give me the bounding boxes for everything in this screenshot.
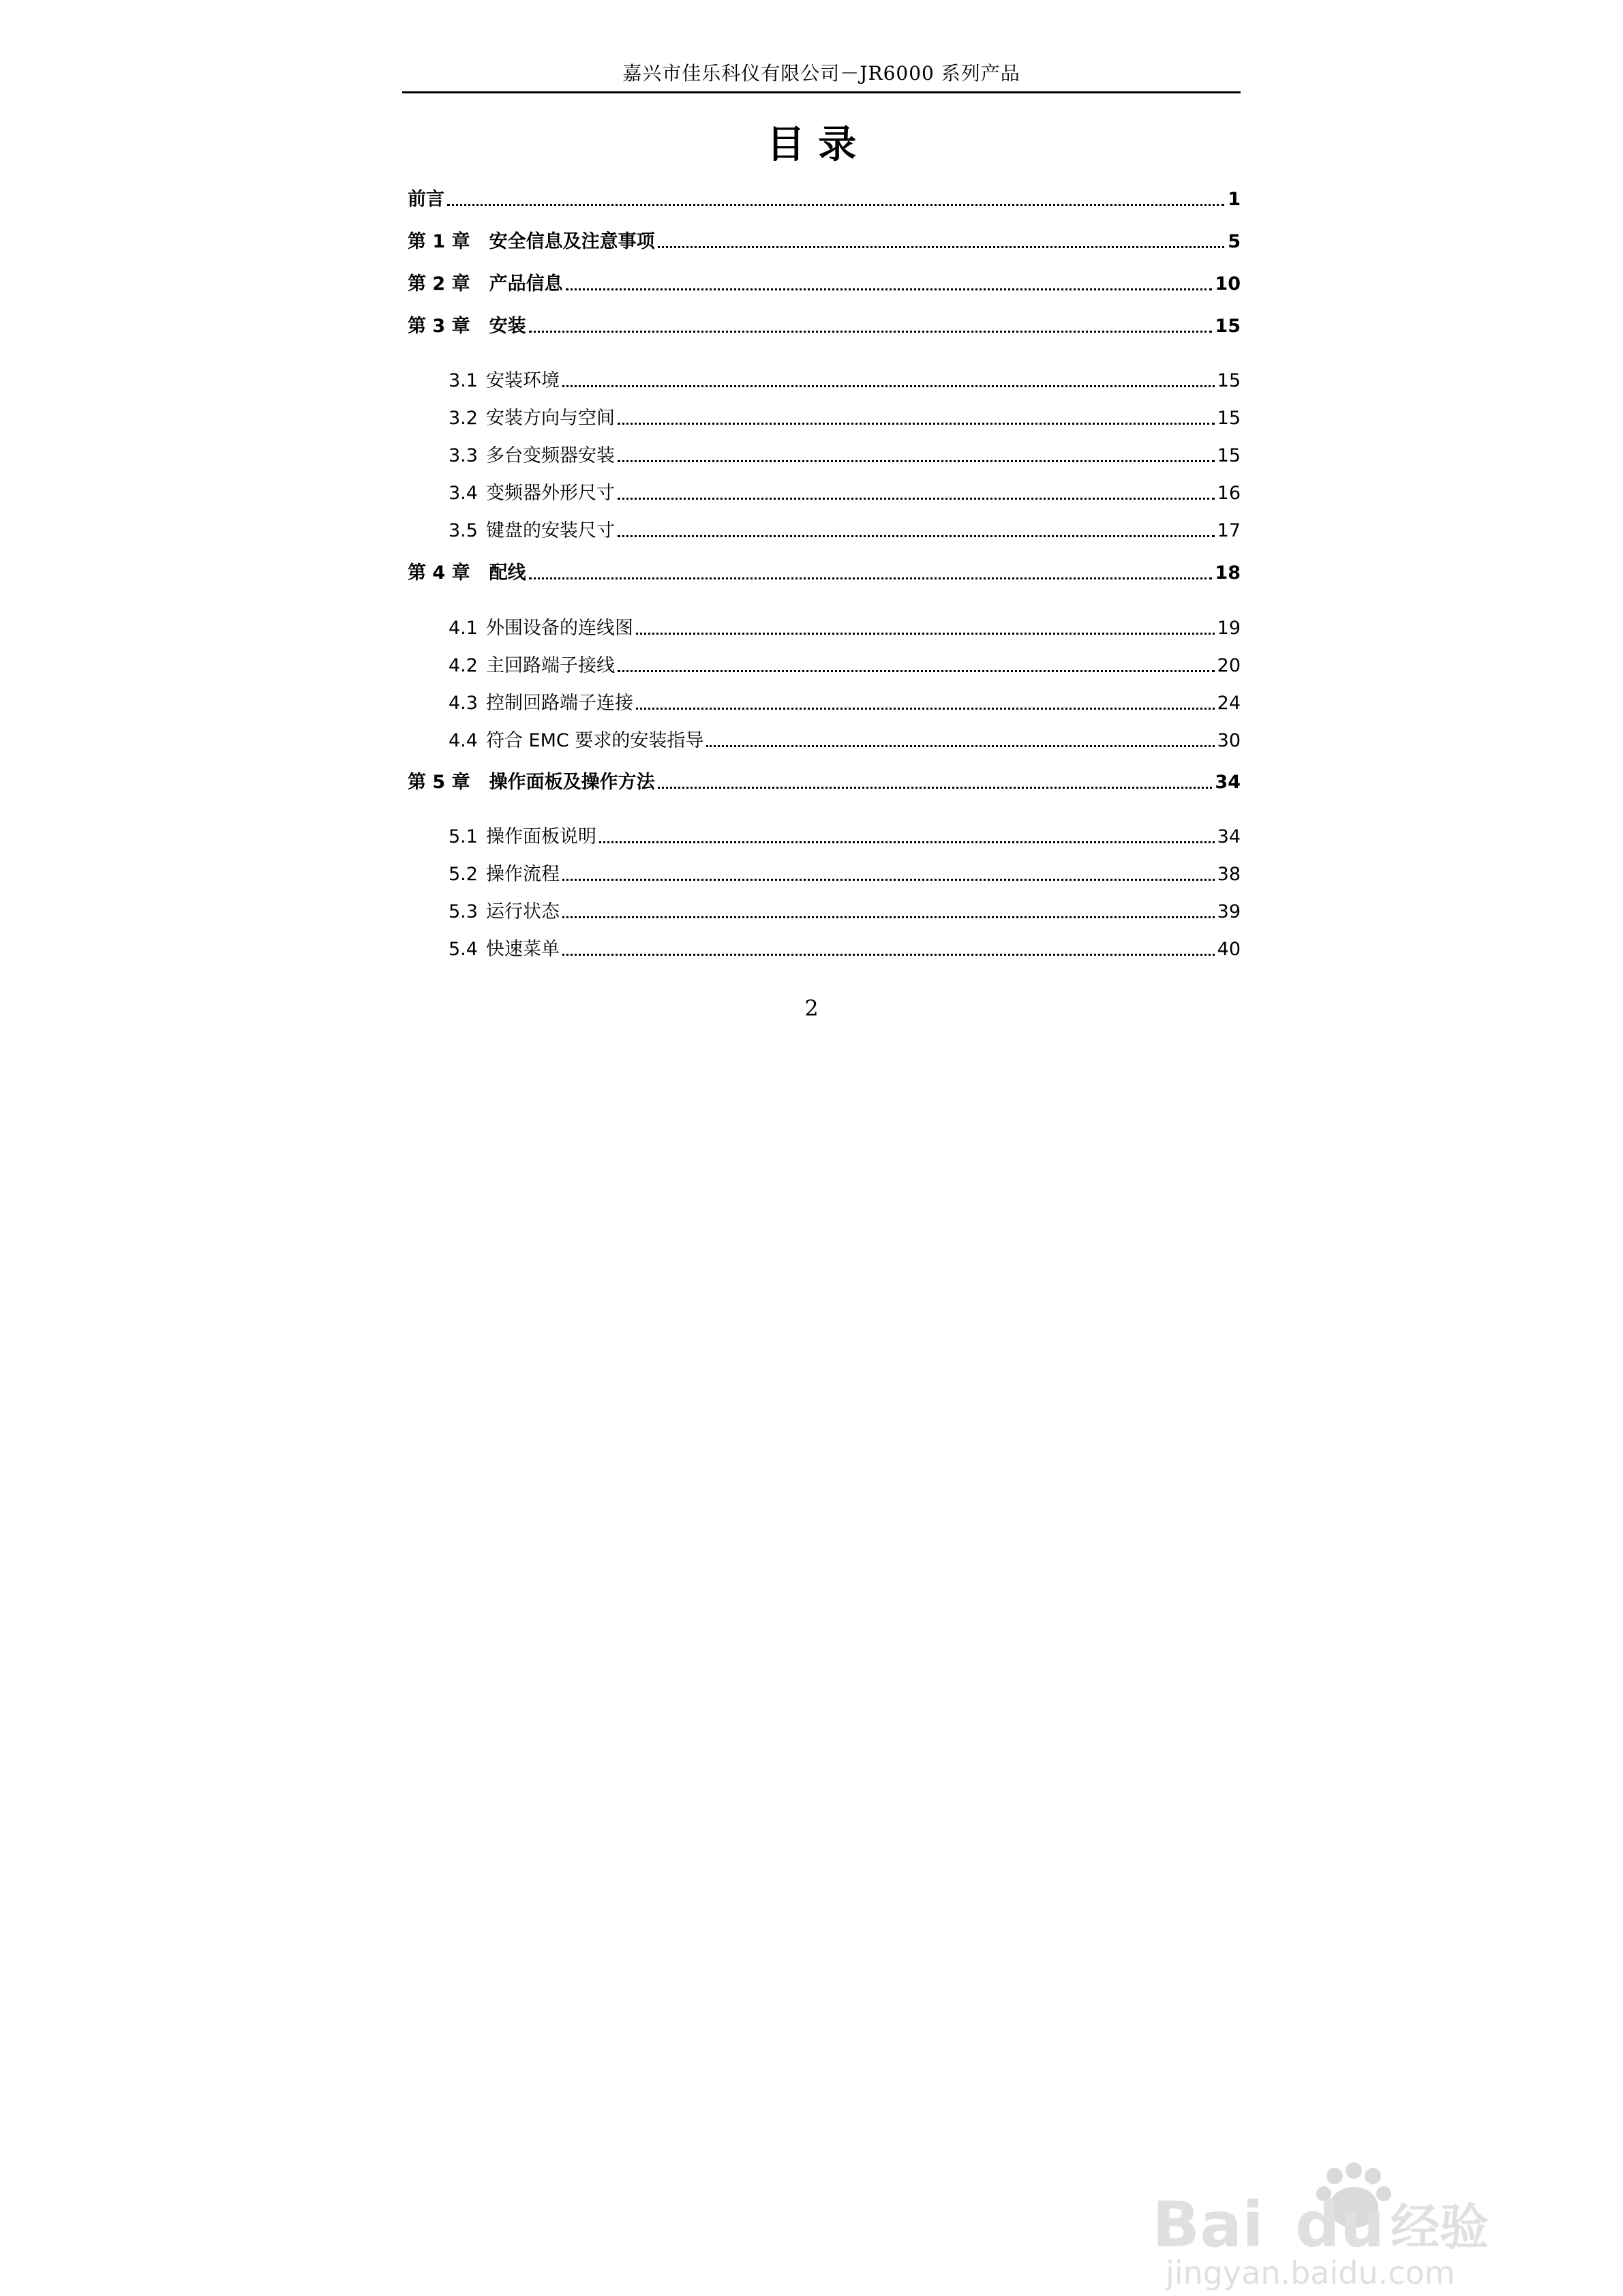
toc-entry-page: 10 [1215, 273, 1241, 294]
toc-entry-number: 第 1 章 [408, 231, 470, 252]
toc-entry-number: 4.4 [449, 730, 478, 751]
toc-entry-number: 3.1 [449, 370, 478, 391]
toc-entry-label: 配线 [489, 562, 526, 584]
toc-dot-leader [636, 633, 1215, 635]
toc-entry-label: 主回路端子接线 [485, 655, 615, 676]
toc-entry-section [449, 688, 1241, 714]
toc-entry-label: 操作流程 [485, 864, 560, 885]
toc-dot-leader [562, 916, 1215, 918]
toc-entry-number: 3.5 [449, 520, 478, 541]
toc-dot-leader [658, 787, 1213, 789]
toc-entry-number: 3.2 [449, 408, 478, 429]
toc-entry-section [449, 478, 1241, 504]
toc-dot-leader [529, 331, 1213, 333]
toc-entry-page: 18 [1215, 562, 1241, 584]
toc-entry-page: 1 [1228, 189, 1241, 210]
toc-entry-number: 第 4 章 [408, 562, 470, 584]
toc-entry-number: 第 3 章 [408, 316, 470, 337]
toc-entry-number: 5.2 [449, 864, 478, 885]
svg-text:jingyan.baidu.com: jingyan.baidu.com [1166, 2254, 1455, 2291]
toc-entry-chapter [408, 269, 1241, 295]
toc-entry-label: 操作面板说明 [485, 826, 596, 847]
toc-dot-leader [618, 535, 1215, 537]
toc-entry-page: 39 [1217, 901, 1241, 922]
toc-entry-section [449, 365, 1241, 392]
toc-entry-chapter [408, 184, 1241, 211]
toc-entry-page: 15 [1217, 408, 1241, 429]
toc-entry-label: 安全信息及注意事项 [489, 231, 655, 252]
toc-entry-label: 前言 [408, 189, 444, 210]
svg-text:du: du [1295, 2188, 1385, 2261]
toc-entry-label: 安装方向与空间 [485, 408, 615, 429]
toc-entry-page: 19 [1217, 618, 1241, 639]
toc-dot-leader [706, 745, 1214, 747]
toc-entry-page: 17 [1217, 520, 1241, 541]
toc-entry-label: 产品信息 [489, 273, 563, 294]
toc-entry-chapter [408, 558, 1241, 584]
toc-entry-chapter [408, 311, 1241, 337]
toc-dot-leader [562, 879, 1215, 881]
toc-entry-label: 运行状态 [485, 901, 560, 922]
svg-text:经验: 经验 [1391, 2199, 1489, 2256]
toc-entry-number: 第 5 章 [408, 772, 470, 793]
toc-entry-label: 多台变频器安装 [485, 445, 615, 466]
toc-entry-number: 第 2 章 [408, 273, 470, 294]
toc-entry-page: 30 [1217, 730, 1241, 751]
toc-dot-leader [566, 288, 1213, 290]
toc-entry-page: 20 [1217, 655, 1241, 676]
toc-entry-section [449, 613, 1241, 639]
toc-entry-section [449, 896, 1241, 923]
toc-dot-leader [562, 385, 1215, 387]
toc-dot-leader [599, 841, 1215, 843]
toc-entry-page: 34 [1215, 772, 1241, 793]
toc-entry-page: 15 [1217, 370, 1241, 391]
page-title: 目 录 [766, 122, 857, 167]
toc-entry-section [449, 859, 1241, 886]
toc-entry-section [449, 515, 1241, 542]
toc-entry-label: 外围设备的连线图 [485, 618, 633, 639]
toc-entry-page: 38 [1217, 864, 1241, 885]
toc-entry-page: 16 [1217, 483, 1241, 504]
baidu-jingyan-watermark-logo [1152, 2161, 1561, 2291]
toc-dot-leader [636, 708, 1215, 710]
toc-dot-leader [618, 423, 1215, 425]
toc-entry-number: 5.1 [449, 826, 478, 847]
toc-entry-page: 15 [1215, 316, 1241, 337]
toc-entry-section [449, 934, 1241, 961]
toc-entry-chapter [408, 767, 1241, 794]
toc-dot-leader [618, 460, 1215, 462]
toc-entry-label: 安装环境 [485, 370, 560, 391]
toc-dot-leader [618, 670, 1215, 672]
toc-entry-chapter [408, 226, 1241, 253]
toc-entry-label: 变频器外形尺寸 [485, 483, 615, 504]
toc-entry-page: 34 [1217, 826, 1241, 847]
toc-entry-number: 3.3 [449, 445, 478, 466]
toc-entry-number: 4.3 [449, 693, 478, 714]
toc-entry-page: 24 [1217, 693, 1241, 714]
toc-entry-page: 15 [1217, 445, 1241, 466]
toc-entry-number: 4.1 [449, 618, 478, 639]
toc-entry-section [449, 725, 1241, 752]
toc-dot-leader [562, 954, 1215, 956]
toc-entry-section [449, 440, 1241, 467]
toc-entry-section [449, 650, 1241, 677]
toc-entry-label: 安装 [489, 316, 526, 337]
toc-entry-label: 控制回路端子连接 [485, 693, 633, 714]
toc-dot-leader [447, 204, 1224, 206]
toc-dot-leader [529, 577, 1213, 579]
toc-entry-page: 40 [1217, 939, 1241, 960]
toc-entry-page: 5 [1228, 231, 1241, 252]
toc-entry-label: 符合 EMC 要求的安装指导 [485, 730, 704, 751]
toc-entry-section [449, 821, 1241, 848]
toc-entry-label: 键盘的安装尺寸 [485, 520, 615, 541]
toc-entry-section [449, 403, 1241, 429]
toc-entry-number: 4.2 [449, 655, 478, 676]
toc-entry-label: 操作面板及操作方法 [489, 772, 655, 793]
toc-dot-leader [658, 246, 1224, 248]
toc-dot-leader [618, 498, 1215, 500]
toc-entry-label: 快速菜单 [485, 939, 560, 960]
page-number: 2 [804, 995, 819, 1021]
toc-entry-number: 3.4 [449, 483, 478, 504]
toc-entry-number: 5.3 [449, 901, 478, 922]
page-header: 嘉兴市佳乐科仪有限公司－JR6000 系列产品 [622, 62, 1020, 85]
svg-text:Bai: Bai [1152, 2188, 1264, 2261]
toc-entry-number: 5.4 [449, 939, 478, 960]
table-of-contents [0, 0, 1623, 1023]
